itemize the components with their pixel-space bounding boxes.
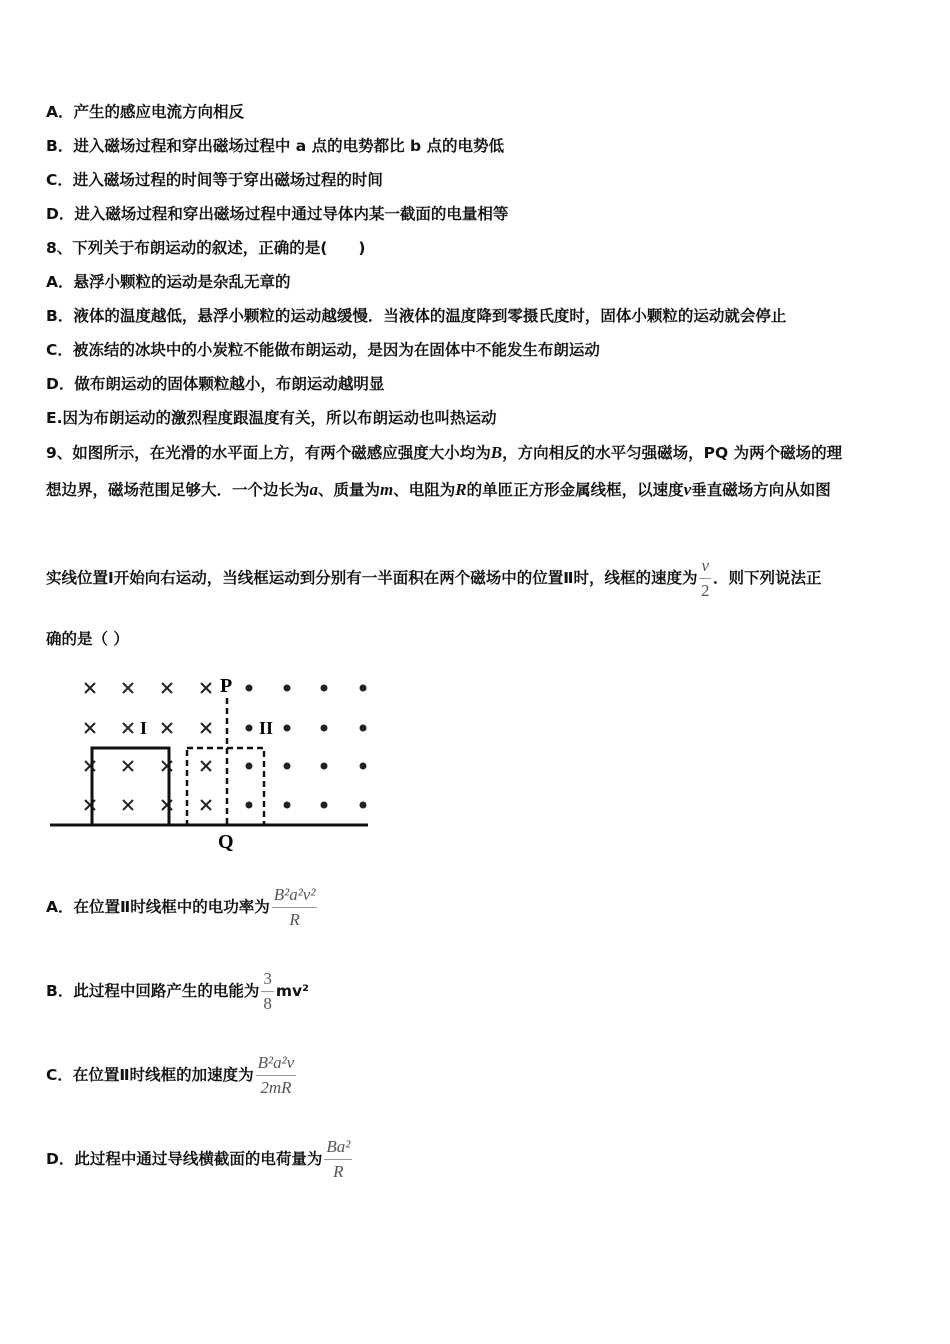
- q8-stem: 8、下列关于布朗运动的叙述，正确的是( ): [46, 239, 366, 257]
- text: 9、如图所示，在光滑的水平面上方，有两个磁感应强度大小均为: [46, 444, 491, 462]
- text: A．在位置Ⅱ时线框中的电功率为: [46, 898, 270, 916]
- q9-option-a: [46, 872, 319, 942]
- field-out-of-page-dot: [246, 685, 253, 692]
- q8-option-e: E.因为布朗运动的激烈程度跟温度有关，所以布朗运动也叫热运动: [46, 409, 497, 427]
- q8-option-d: D．做布朗运动的固体颗粒越小，布朗运动越明显: [46, 375, 385, 393]
- field-out-of-page-dot: [360, 763, 367, 770]
- var-R: R: [455, 480, 467, 499]
- field-into-page-cross: [201, 683, 211, 693]
- field-out-of-page-dot: [321, 725, 328, 732]
- text: 的单匝正方形金属线框，以速度: [466, 481, 684, 499]
- field-into-page-cross: [123, 800, 133, 810]
- numerator: B²a²v: [256, 1053, 297, 1076]
- var-v: v: [683, 480, 692, 499]
- fraction: [324, 1137, 352, 1182]
- q8-option-a: A．悬浮小颗粒的运动是杂乱无章的: [46, 273, 291, 291]
- denominator: 8: [263, 994, 272, 1013]
- field-out-of-page-dot: [360, 802, 367, 809]
- text: 垂直磁场方向从如图: [691, 481, 831, 499]
- text: ，方向相反的水平匀强磁场，PQ 为两个磁场的理: [502, 444, 843, 462]
- fraction-v-over-2: [699, 556, 711, 601]
- q9-stem-line3: [46, 546, 822, 610]
- q7-option-c: C．进入磁场过程的时间等于穿出磁场过程的时间: [46, 171, 383, 189]
- field-into-page-cross: [123, 683, 133, 693]
- fraction: [272, 885, 318, 930]
- text: ．则下列说法正: [713, 569, 822, 587]
- denominator: R: [333, 1162, 344, 1181]
- numerator: Ba²: [324, 1137, 352, 1160]
- field-into-page-cross: [201, 800, 211, 810]
- frame-position-2: [187, 748, 264, 825]
- text: 、质量为: [318, 481, 381, 499]
- field-out-of-page-dot: [284, 802, 291, 809]
- var-B: B: [490, 443, 503, 462]
- q9-option-d: [46, 1124, 354, 1194]
- field-into-page-cross: [85, 723, 95, 733]
- frame-position-1: [92, 748, 169, 825]
- numerator: v: [699, 556, 711, 579]
- field-out-of-page-dot: [284, 725, 291, 732]
- magnetic-field-figure: [46, 668, 376, 853]
- var-a: a: [309, 480, 319, 499]
- field-out-of-page-dot: [321, 685, 328, 692]
- text: mv²: [275, 982, 309, 1000]
- field-out-of-page-dot: [246, 802, 253, 809]
- q9-stem-line2: [46, 480, 831, 500]
- field-into-page-cross: [201, 761, 211, 771]
- q9-stem-line1: [46, 443, 842, 463]
- field-out-of-page-dot: [246, 725, 253, 732]
- denominator: 2mR: [260, 1078, 292, 1097]
- field-out-of-page-dot: [284, 763, 291, 770]
- label-I: I: [140, 718, 148, 738]
- text: 想边界，磁场范围足够大．一个边长为: [46, 481, 310, 499]
- q7-option-d: D．进入磁场过程和穿出磁场过程中通过导体内某一截面的电量相等: [46, 205, 509, 223]
- var-m: m: [380, 480, 394, 499]
- field-out-of-page-dot: [246, 763, 253, 770]
- field-out-of-page-dot: [321, 802, 328, 809]
- q7-option-b: B．进入磁场过程和穿出磁场过程中 a 点的电势都比 b 点的电势低: [46, 137, 504, 155]
- fraction: [261, 969, 274, 1014]
- label-Q: Q: [218, 831, 234, 853]
- text: 实线位置Ⅰ开始向右运动，当线框运动到分别有一半面积在两个磁场中的位置Ⅱ时，线框的速度为: [46, 569, 698, 587]
- q7-option-a: A．产生的感应电流方向相反: [46, 103, 244, 121]
- field-into-page-cross: [85, 683, 95, 693]
- field-into-page-cross: [162, 723, 172, 733]
- text: B．此过程中回路产生的电能为: [46, 982, 260, 1000]
- field-out-of-page-dot: [360, 685, 367, 692]
- q8-option-b: B．液体的温度越低，悬浮小颗粒的运动越缓慢．当液体的温度降到零摄氏度时，固体小颗粒的运动就会停止: [46, 307, 787, 325]
- field-into-page-cross: [123, 761, 133, 771]
- numerator: 3: [261, 969, 274, 992]
- q8-option-c: C．被冻结的冰块中的小炭粒不能做布朗运动，是因为在固体中不能发生布朗运动: [46, 341, 600, 359]
- field-out-of-page-dot: [321, 763, 328, 770]
- field-into-page-cross: [123, 723, 133, 733]
- numerator: B²a²v²: [272, 885, 318, 908]
- text: 、电阻为: [393, 481, 456, 499]
- denominator: 2: [701, 581, 710, 600]
- text: D．此过程中通过导线横截面的电荷量为: [46, 1150, 323, 1168]
- text: C．在位置Ⅱ时线框的加速度为: [46, 1066, 254, 1084]
- field-out-of-page-dot: [284, 685, 291, 692]
- field-into-page-cross: [201, 723, 211, 733]
- fraction: [256, 1053, 297, 1098]
- q9-stem-line4: 确的是（ ）: [46, 630, 129, 648]
- q9-option-c: [46, 1040, 298, 1110]
- denominator: R: [289, 910, 300, 929]
- q9-option-b: [46, 956, 309, 1026]
- field-into-page-cross: [162, 683, 172, 693]
- field-out-of-page-dot: [360, 725, 367, 732]
- label-II: II: [259, 718, 274, 738]
- label-P: P: [220, 675, 233, 697]
